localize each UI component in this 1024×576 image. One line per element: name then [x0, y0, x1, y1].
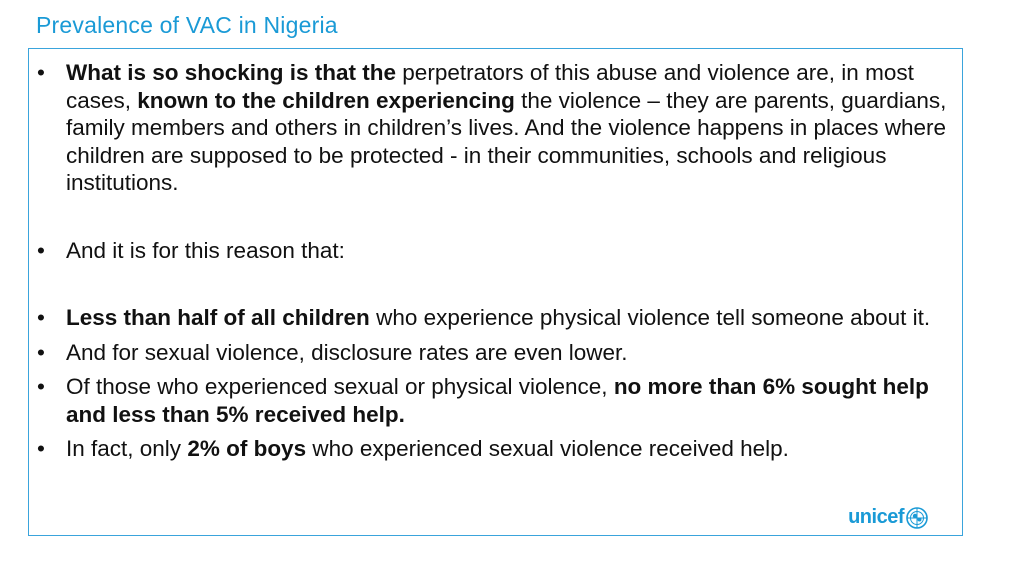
bullet-item — [29, 59, 959, 197]
bullet-text: who experienced sexual violence received help. — [306, 436, 789, 461]
bullet-text: And it is for this reason that: — [66, 237, 345, 263]
bullet-item — [29, 435, 959, 463]
bullet-item — [29, 339, 959, 367]
bullet-text-bold: Less than half of all children — [66, 305, 370, 330]
bullet-text: And for sexual violence, disclosure rates are even lower. — [66, 339, 628, 365]
bullet-text-bold: 2% of boys — [187, 436, 307, 461]
bullet-item — [29, 304, 959, 332]
bullet-item — [29, 373, 959, 428]
bullet-text: In fact, only — [66, 436, 188, 461]
slide-title: Prevalence of VAC in Nigeria — [36, 12, 338, 38]
unicef-emblem-icon — [906, 507, 928, 529]
bullet-text: Of those who experienced sexual or physical violence, — [66, 374, 614, 399]
content-box — [28, 48, 963, 536]
bullet-dot: • — [37, 60, 45, 85]
bullet-dot: • — [37, 436, 45, 461]
bullet-dot: • — [37, 374, 45, 399]
bullet-dot: • — [37, 305, 45, 330]
bullet-dot: • — [37, 339, 45, 365]
bullet-text-bold: What is so shocking is that the — [66, 60, 397, 85]
unicef-logo — [848, 506, 928, 529]
bullet-text-bold: no more than 6% sought help and less than 5% received help. — [66, 374, 929, 427]
bullet-item — [29, 237, 959, 265]
unicef-logo-text: unicef — [848, 506, 904, 528]
bullet-text-bold: known to the children experiencing — [137, 87, 515, 113]
bullet-text: perpetrators of this abuse and violence are, in most cases, — [66, 60, 914, 113]
bullet-dot: • — [37, 237, 45, 263]
bullet-text: the violence – they are parents, guardians, family members and others in children’s lives. And the violence happens in places where children are supposed to be protected - in their communities, schools and religious institutions. — [66, 87, 947, 195]
bullet-list — [29, 59, 959, 463]
bullet-text: who experience physical violence tell someone about it. — [369, 305, 931, 330]
